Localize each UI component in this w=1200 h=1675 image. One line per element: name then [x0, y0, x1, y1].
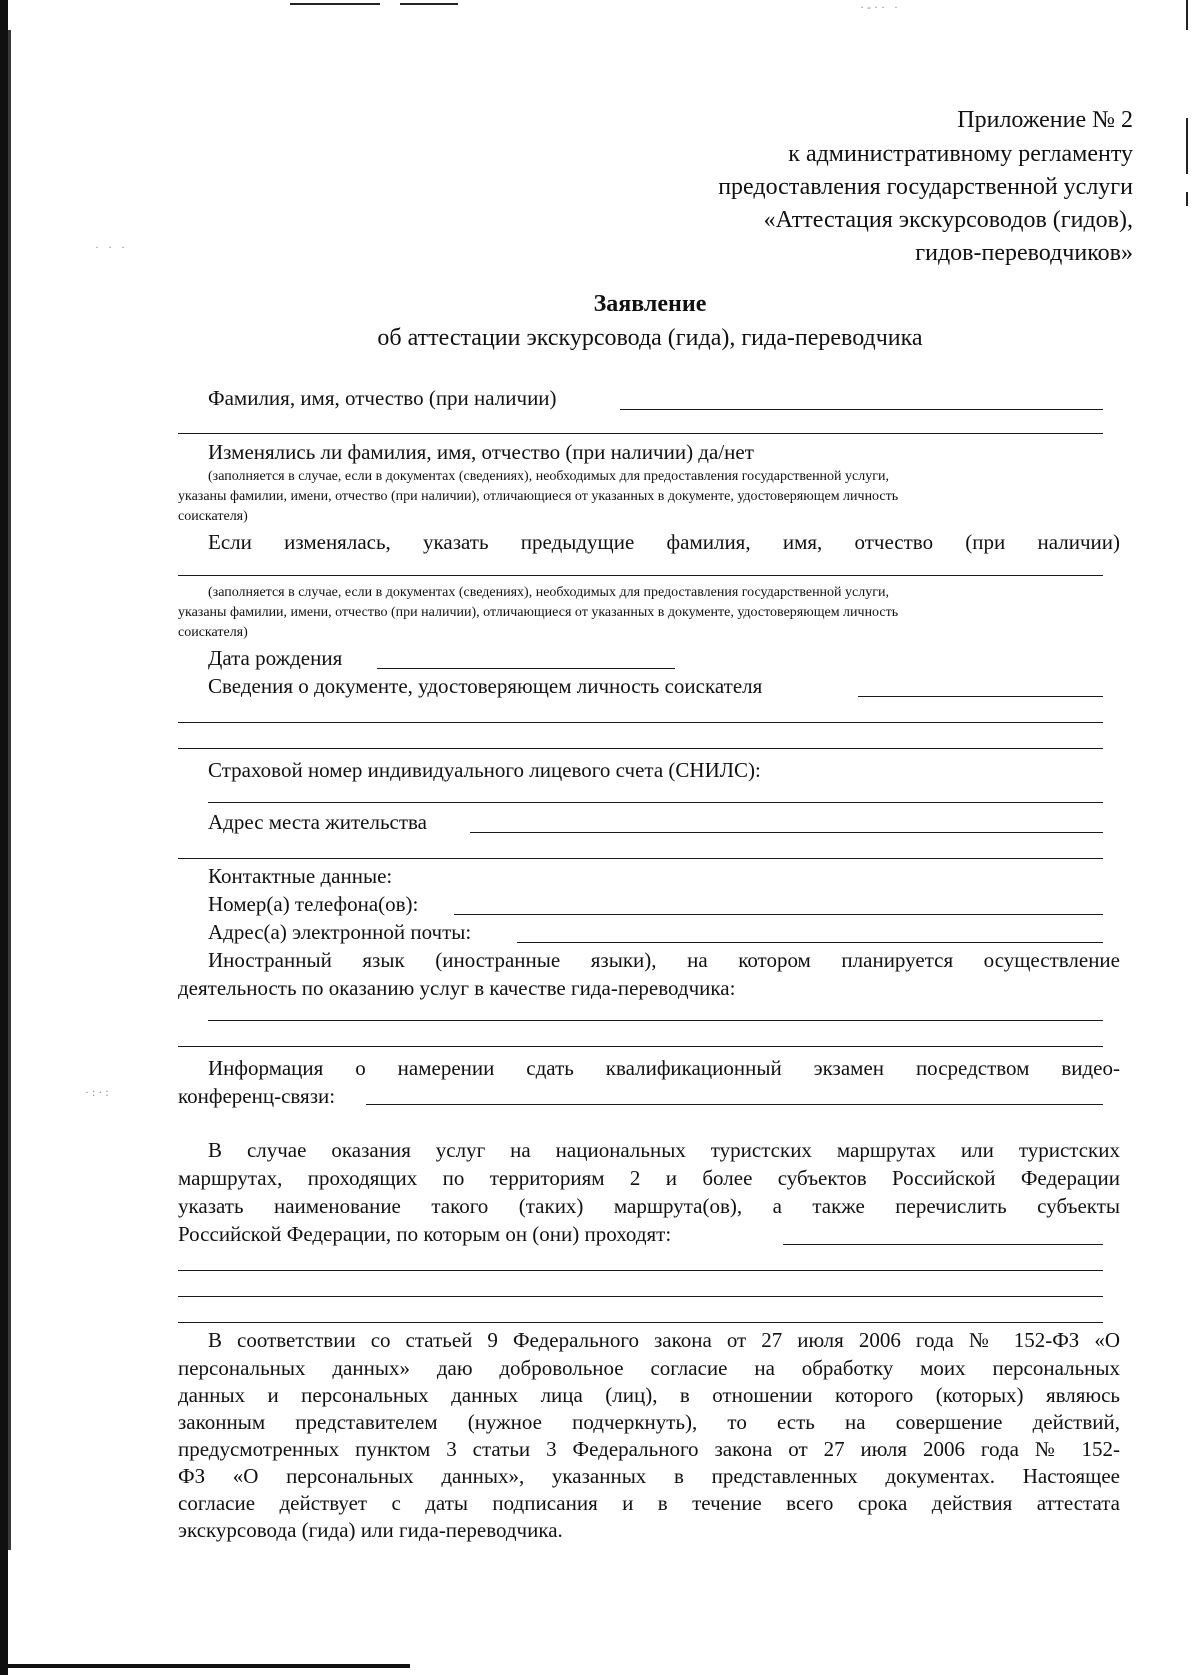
video-exam-label: Информация о намерении сдать квалификационный экзамен посредством видео- — [208, 1056, 1120, 1080]
routes-label: В случае оказания услуг на национальных туристских маршрутах или туристских — [208, 1138, 1120, 1162]
routes-label: Российской Федерации, по которым он (они) проходят: — [178, 1222, 672, 1246]
routes-field-extra[interactable] — [178, 1270, 1103, 1271]
appendix-line: гидов-переводчиков» — [915, 240, 1133, 266]
email-label: Адрес(а) электронной почты: — [208, 920, 472, 944]
routes-field-extra[interactable] — [178, 1296, 1103, 1297]
consent-text: персональных данных» даю добровольное согласие на обработку моих персональных — [178, 1356, 1120, 1380]
consent-text: ФЗ «О персональных данных», указанных в представленных документах. Настоящее — [178, 1464, 1120, 1488]
scan-edge-bottom — [0, 1664, 410, 1668]
document-subtitle: об аттестации экскурсовода (гида), гида-переводчика — [377, 325, 923, 351]
snils-label: Страховой номер индивидуального лицевого счета (СНИЛС): — [208, 758, 761, 782]
consent-text: В соответствии со статьей 9 Федерального закона от 27 июля 2006 года № 152-ФЗ «О — [208, 1328, 1120, 1352]
consent-text: экскурсовода (гида) или гида-переводчика. — [178, 1518, 563, 1542]
previous-fio-field[interactable] — [178, 575, 1103, 576]
id-document-field-extra[interactable] — [178, 722, 1103, 723]
scan-noise: ·-·· · — [860, 0, 901, 14]
phone-label: Номер(а) телефона(ов): — [208, 892, 419, 916]
scan-mark-top — [400, 3, 458, 5]
routes-label: маршрутах, проходящих по территориям 2 и более субъектов Российской Федерации — [178, 1166, 1120, 1190]
appendix-number: Приложение № 2 — [957, 107, 1133, 133]
birth-date-label: Дата рождения — [208, 646, 343, 670]
consent-text: данных и персональных данных лица (лиц), в отношении которого (которых) являюсь — [178, 1383, 1120, 1407]
birth-date-field[interactable] — [377, 668, 675, 669]
fill-note: указаны фамилии, имени, отчество (при наличии), отличающиеся от указанных в документе, удостоверяющем личность — [178, 489, 899, 504]
routes-field[interactable] — [783, 1244, 1103, 1245]
scan-edge-left-inner — [8, 30, 11, 1550]
name-changed-label: Изменялись ли фамилия, имя, отчество (при наличии) да/нет — [208, 440, 754, 464]
consent-text: законным представителем (нужное подчеркнуть), то есть на совершение действий, — [178, 1410, 1120, 1434]
fill-note: указаны фамилии, имени, отчество (при наличии), отличающиеся от указанных в документе, удостоверяющем личность — [178, 605, 899, 620]
fio-label: Фамилия, имя, отчество (при наличии) — [208, 386, 557, 410]
consent-text: предусмотренных пунктом 3 статьи 3 Федерального закона от 27 июля 2006 года № 152- — [178, 1437, 1120, 1461]
address-field[interactable] — [470, 832, 1103, 833]
language-label: деятельность по оказанию услуг в качестве гида-переводчика: — [178, 976, 736, 1000]
language-field-extra[interactable] — [178, 1046, 1103, 1047]
appendix-line: к административному регламенту — [788, 141, 1133, 167]
video-exam-label: конференц-связи: — [178, 1084, 336, 1108]
fill-note: соискателя) — [178, 625, 248, 640]
fill-note: (заполняется в случае, если в документах (сведениях), необходимых для предоставления государственной услуги, — [208, 585, 889, 600]
phone-field[interactable] — [454, 914, 1103, 915]
fill-note: (заполняется в случае, если в документах (сведениях), необходимых для предоставления государственной услуги, — [208, 469, 889, 484]
contacts-label: Контактные данные: — [208, 864, 393, 888]
language-field[interactable] — [208, 1020, 1103, 1021]
id-document-field-extra[interactable] — [178, 748, 1103, 749]
routes-label: указать наименование такого (таких) маршрута(ов), а также перечислить субъекты — [178, 1194, 1120, 1218]
id-document-field[interactable] — [858, 696, 1103, 697]
fio-field-extra[interactable] — [178, 433, 1103, 434]
language-label: Иностранный язык (иностранные языки), на котором планируется осуществление — [208, 948, 1120, 972]
video-exam-field[interactable] — [366, 1104, 1103, 1105]
scan-mark-right — [1186, 118, 1188, 174]
fill-note: соискателя) — [178, 509, 248, 524]
scan-mark-right — [1186, 0, 1188, 30]
consent-text: согласие действует с даты подписания и в течение всего срока действия аттестата — [178, 1491, 1120, 1515]
fio-field[interactable] — [620, 409, 1103, 410]
address-field-extra[interactable] — [178, 858, 1103, 859]
snils-field[interactable] — [208, 802, 1103, 803]
appendix-line: предоставления государственной услуги — [718, 174, 1133, 200]
scan-mark-right — [1186, 192, 1188, 206]
scan-noise: ·:·: — [85, 1085, 112, 1099]
document-title: Заявление — [593, 291, 707, 317]
scan-mark-top — [290, 3, 380, 5]
email-field[interactable] — [517, 942, 1103, 943]
id-document-label: Сведения о документе, удостоверяющем личность соискателя — [208, 674, 763, 698]
scan-edge-left — [0, 0, 8, 1675]
routes-field-extra[interactable] — [178, 1322, 1103, 1323]
scan-noise: · · · — [95, 240, 128, 254]
appendix-line: «Аттестация экскурсоводов (гидов), — [763, 207, 1133, 233]
address-label: Адрес места жительства — [208, 810, 427, 834]
previous-fio-label: Если изменялась, указать предыдущие фамилия, имя, отчество (при наличии) — [208, 530, 1120, 554]
